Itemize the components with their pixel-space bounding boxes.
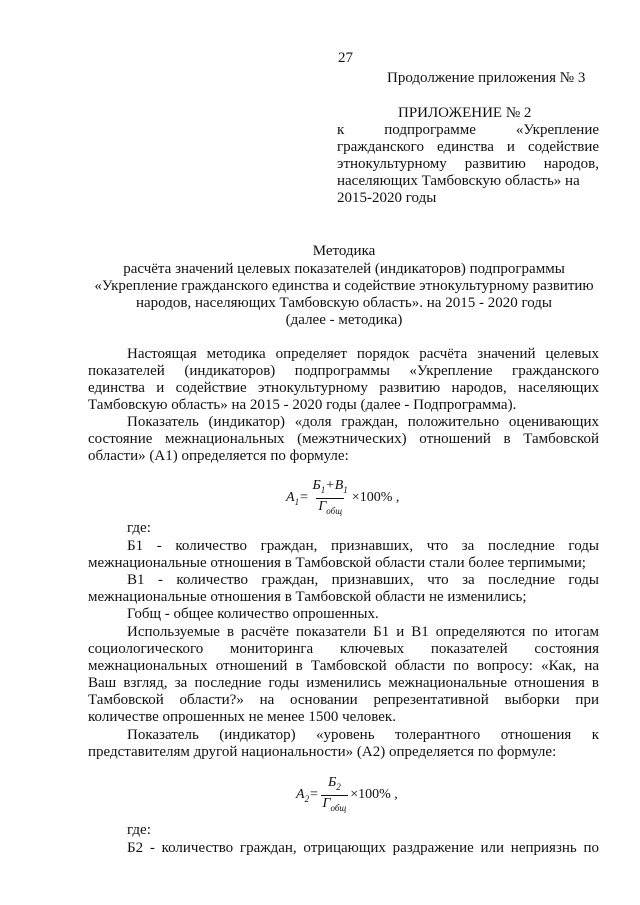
def-v1-line: В1 - количество граждан, признавших, что за последние годы [127, 572, 599, 588]
paragraph-3-line: количестве опрошенных не менее 1500 человек. [88, 709, 396, 725]
method-subtitle-line: народов, населяющих Тамбовскую область». на 2015 - 2020 годы [135, 295, 552, 311]
paragraph-3-line: Ваш взгляд, за последние годы изменились межнациональные отношения в [88, 675, 599, 691]
appendix-line: 2015-2020 годы [337, 190, 437, 206]
method-title: Методика [312, 243, 376, 259]
formula-lhs: $A_2=$ [296, 786, 319, 804]
formula-tail: ×100% , [351, 490, 400, 506]
paragraph-3-line: социологического мониторинга ключевых показателей состояния [88, 641, 599, 657]
def-v1-line: межнациональные отношения в Тамбовской области не изменились; [88, 589, 527, 605]
paragraph-1-line: показателей (индикаторов) подпрограммы «Укрепление гражданского [88, 363, 599, 379]
paragraph-3-line: Используемые в расчёте показатели Б1 и В1 определяются по итогам [127, 624, 599, 640]
appendix-line: этнокультурному развитию народов, [337, 156, 599, 172]
paragraph-1-line: Тамбовскую область» на 2015 - 2020 годы (далее - Подпрограмма). [88, 397, 517, 413]
appendix-line: населяющих Тамбовскую область» на [337, 173, 580, 189]
appendix-line: гражданского единства и содействие [337, 139, 599, 155]
paragraph-2-line: состояние межнациональных (межэтнических) отношений в Тамбовской [88, 431, 599, 447]
def-b1-line: межнациональные отношения в Тамбовской области стали более терпимыми; [88, 555, 586, 571]
formula-fraction: $\frac{Б_1+В_1}{Г_{общ}}$ [311, 478, 350, 519]
formula-tail: ×100% , [350, 787, 398, 803]
page-number: 27 [338, 50, 353, 66]
method-subtitle-line: «Укрепление гражданского единства и содействие этнокультурному развитию [94, 278, 594, 294]
paragraph-1-line: Настоящая методика определяет порядок расчёта значений целевых [127, 346, 599, 362]
formula-lhs: $A_1=$ [286, 489, 309, 507]
def-b1-line: Б1 - количество граждан, признавших, что за последние годы [127, 538, 599, 554]
paragraph-3-line: Тамбовской области?» на основании репрезентативной выборки при [88, 692, 599, 708]
formula-a2 [296, 775, 398, 816]
appendix-line: к подпрограмме «Укрепление [337, 122, 599, 138]
method-subtitle-line: расчёта значений целевых показателей (индикаторов) подпрограммы [123, 261, 565, 277]
def-b2-line: Б2 - количество граждан, отрицающих раздражение или неприязнь по [127, 840, 599, 856]
formula-fraction: $\frac{Б_2}{Г_{общ}}$ [321, 775, 349, 816]
method-subtitle-line: (далее - методика) [285, 312, 403, 328]
appendix-title: ПРИЛОЖЕНИЕ № 2 [398, 105, 532, 121]
paragraph-2-line: области» (А1) определяется по формуле: [88, 448, 349, 464]
formula-a1 [286, 478, 399, 519]
paragraph-4-line: Показатель (индикатор) «уровень толерантного отношения к [127, 727, 599, 743]
paragraph-4-line: представителям другой национальности» (А2) определяется по формуле: [88, 744, 557, 760]
paragraph-1-line: единства и содействие этнокультурному развитию народов, населяющих [88, 380, 599, 396]
paragraph-2-line: Показатель (индикатор) «доля граждан, положительно оценивающих [127, 414, 599, 430]
where-label: где: [127, 822, 151, 838]
paragraph-3-line: межнациональных отношений в Тамбовской области по вопросу: «Как, на [88, 658, 599, 674]
continuation-label: Продолжение приложения № 3 [387, 70, 586, 86]
def-g-line: Гобщ - общее количество опрошенных. [127, 606, 379, 622]
where-label: где: [127, 520, 151, 536]
